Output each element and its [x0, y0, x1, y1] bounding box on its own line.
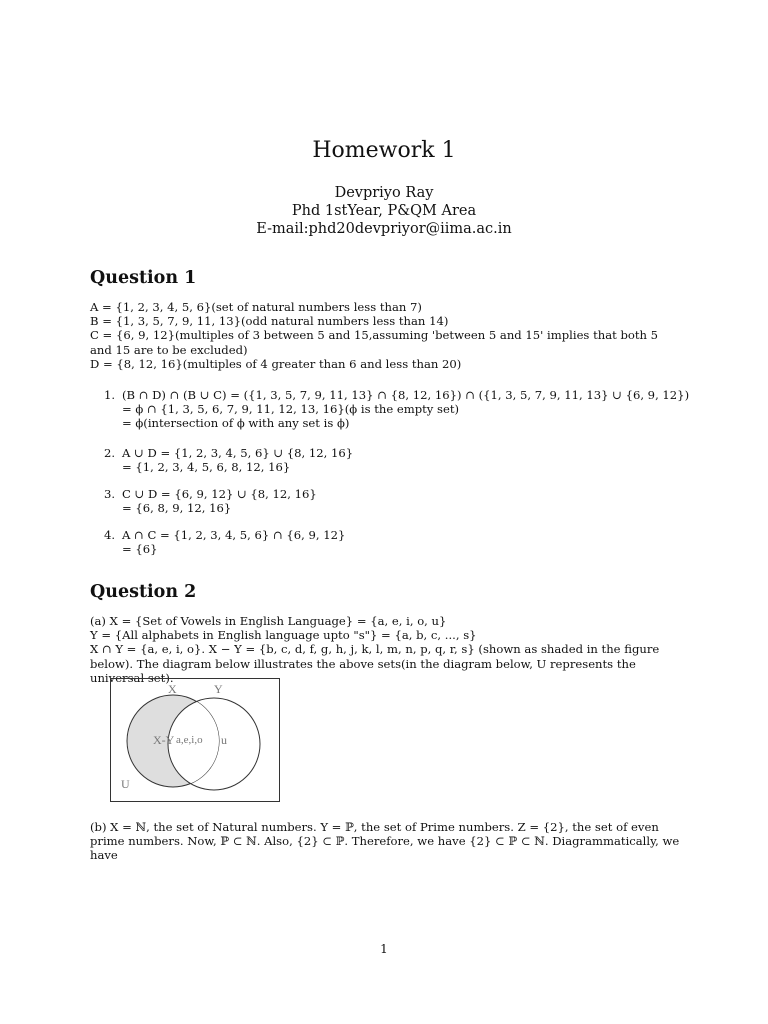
venn-diagram [110, 678, 280, 802]
question-1-definitions [90, 300, 682, 371]
universe-label: U [121, 777, 130, 791]
difference-label: X-Y [153, 733, 175, 747]
question-1-heading: Question 1 [90, 268, 197, 288]
page-number: 1 [380, 942, 388, 956]
item-line: (B ∩ D) ∩ (B ∪ C) = ({1, 3, 5, 7, 9, 11, 13} ∩ {8, 12, 16}) ∩ ({1, 3, 5, 7, 9, 11, 13} ∪ {6, 9, 12}) [122, 388, 690, 402]
author-email: E-mail:phd20devpriyor@iima.ac.in [256, 221, 512, 237]
q1-item-2 [104, 446, 664, 474]
author-block [0, 184, 768, 238]
part-a-line: Y = {All alphabets in English language upto "s"} = {a, b, c, ..., s} [90, 628, 477, 643]
part-b-text: (b) X = ℕ, the set of Natural numbers. Y = ℙ, the set of Prime numbers. Z = {2}, the set of even prime numbers. Now, ℙ ⊂ ℕ. Also, {2} ⊂ ℙ. Therefore, we have {2} ⊂ ℙ ⊂ ℕ. Diagrammatically, we have [90, 820, 680, 863]
document-title: Homework 1 [312, 138, 456, 163]
y-only-label: u [221, 733, 227, 747]
question-2-part-a [90, 614, 682, 685]
q1-item-4 [104, 528, 664, 556]
q1-item-3 [104, 487, 664, 515]
set-b-definition: B = {1, 3, 5, 7, 9, 11, 13}(odd natural numbers less than 14) [90, 314, 449, 329]
author-affiliation: Phd 1stYear, P&QM Area [291, 203, 477, 219]
item-line: = ϕ ∩ {1, 3, 5, 6, 7, 9, 11, 12, 13, 16}(ϕ is the empty set) [122, 402, 460, 417]
item-line: C ∪ D = {6, 9, 12} ∪ {8, 12, 16} [122, 487, 317, 501]
set-y-label: Y [214, 682, 223, 696]
item-line: A ∪ D = {1, 2, 3, 4, 5, 6} ∪ {8, 12, 16} [122, 446, 354, 460]
question-2-heading: Question 2 [90, 582, 197, 602]
q1-item-1 [104, 388, 690, 431]
set-d-definition: D = {8, 12, 16}(multiples of 4 greater than 6 and less than 20) [90, 356, 462, 371]
item-number: 4. [104, 528, 116, 542]
part-a-line: (a) X = {Set of Vowels in English Language} = {a, e, i, o, u} [90, 614, 447, 628]
intersection-label: a,e,i,o [176, 734, 203, 746]
set-x-label: X [168, 682, 177, 696]
item-line: = {6, 8, 9, 12, 16} [122, 501, 232, 516]
item-number: 2. [104, 446, 116, 460]
item-line: = ϕ(intersection of ϕ with any set is ϕ) [122, 416, 350, 431]
item-line: = {1, 2, 3, 4, 5, 6, 8, 12, 16} [122, 460, 291, 475]
item-number: 1. [104, 388, 116, 402]
item-number: 3. [104, 487, 116, 501]
part-a-line: X ∩ Y = {a, e, i, o}. X − Y = {b, c, d, f, g, h, j, k, l, m, n, p, q, r, s} (shown as shaded in the figure below). The diagram below illustrates the above sets(in the diagram below, U represents the universal set). [90, 642, 660, 685]
set-c-definition: C = {6, 9, 12}(multiples of 3 between 5 and 15,assuming 'between 5 and 15' implies that both 5 and 15 are to be excluded) [90, 328, 659, 357]
question-2-part-b [90, 820, 682, 863]
set-a-definition: A = {1, 2, 3, 4, 5, 6}(set of natural numbers less than 7) [90, 300, 422, 314]
item-line: A ∩ C = {1, 2, 3, 4, 5, 6} ∩ {6, 9, 12} [122, 528, 346, 542]
author-name: Devpriyo Ray [334, 185, 434, 201]
item-line: = {6} [122, 542, 158, 557]
